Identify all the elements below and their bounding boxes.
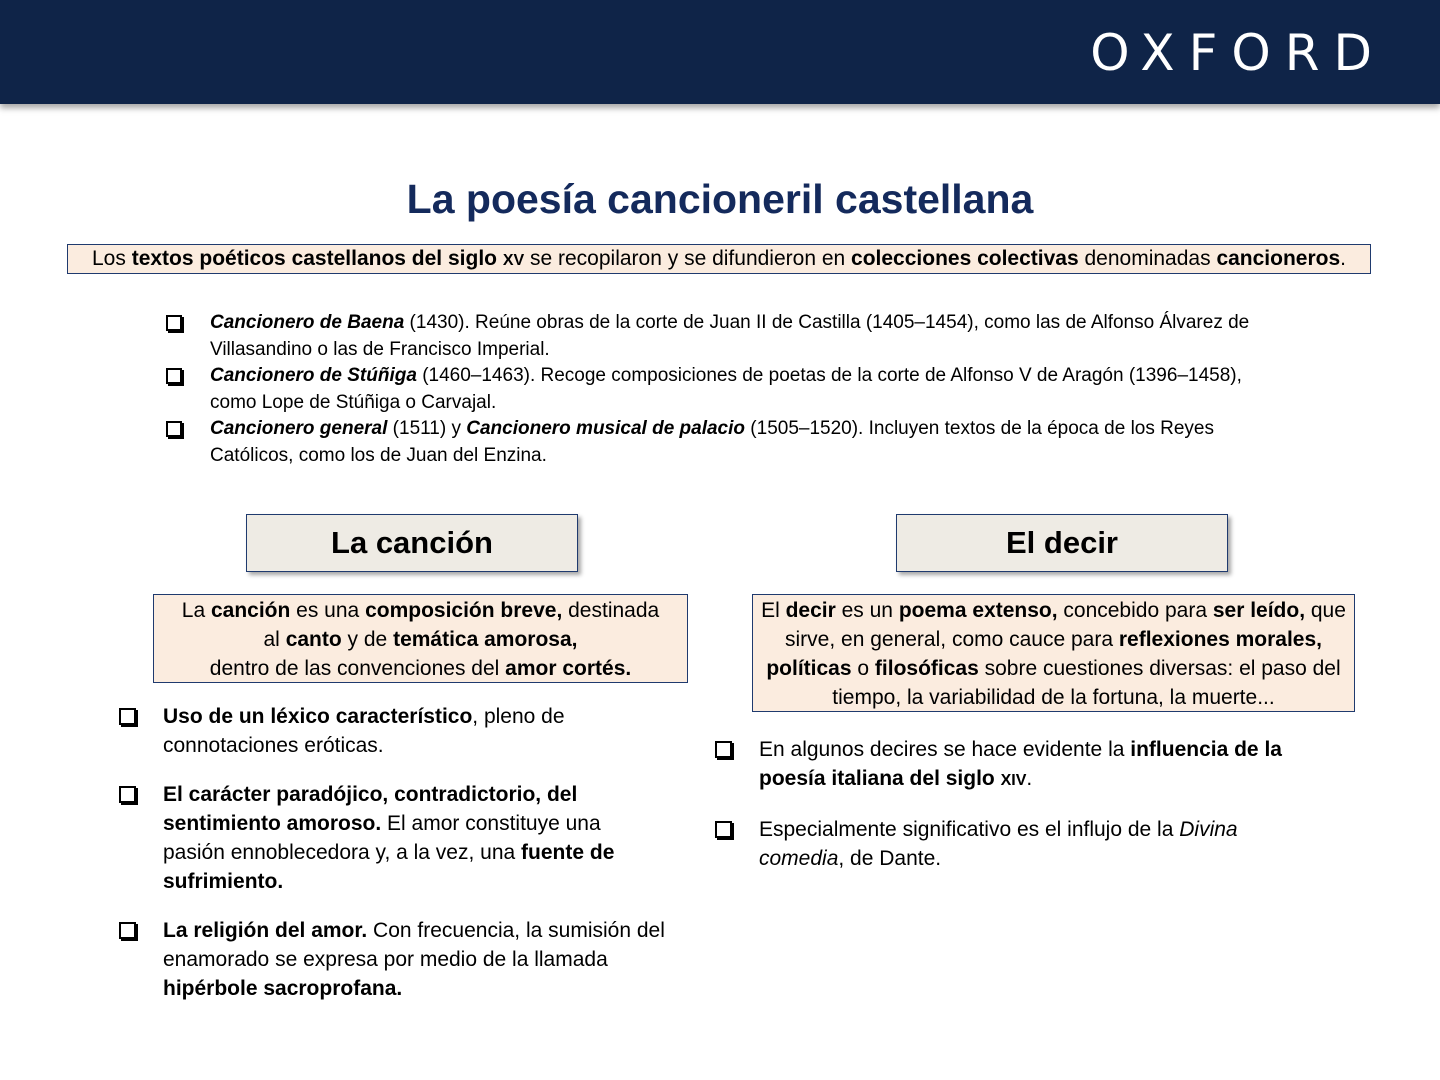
checkbox-bullet-icon — [119, 786, 136, 803]
list-item: Cancionero general (1511) y Cancionero musical de palacio (1505–1520). Incluyen textos de la época de los Reyes Católicos, como los de Juan del Enzina. — [166, 416, 1266, 469]
list-item: Especialmente significativo es el influjo de la Divina comedia, de Dante. — [715, 815, 1319, 873]
list-item: La religión del amor. Con frecuencia, la sumisión del enamorado se expresa por medio de la llamada hipérbole sacroprofana. — [119, 916, 683, 1003]
decir-definition-box: El decir es un poema extenso, concebido para ser leído, que sirve, en general, como cauce para reflexiones morales, políticas o filosóficas sobre cuestiones diversas: el paso del tiempo, la variabilidad de la fortuna, la muerte... — [752, 594, 1355, 712]
list-item: Uso de un léxico característico, pleno de connotaciones eróticas. — [119, 702, 573, 760]
checkbox-bullet-icon — [119, 922, 136, 939]
cancion-features-list — [119, 702, 689, 1003]
checkbox-bullet-icon — [715, 821, 732, 838]
header-bar — [0, 0, 1440, 104]
checkbox-bullet-icon — [166, 315, 182, 331]
list-item: El carácter paradójico, contradictorio, del sentimiento amoroso. El amor constituye una pasión ennoblecedora y, a la vez, una fuente de sufrimiento. — [119, 780, 643, 896]
oxford-logo: OXFORD — [1090, 24, 1386, 82]
checkbox-bullet-icon — [166, 368, 182, 384]
cancion-heading: La canción — [246, 514, 578, 572]
page-title: La poesía cancioneril castellana — [406, 176, 1034, 222]
list-item: Cancionero de Baena (1430). Reúne obras de la corte de Juan II de Castilla (1405–1454), como las de Alfonso Álvarez de Villasandino o las de Francisco Imperial. — [166, 310, 1266, 363]
list-item: Cancionero de Stúñiga (1460–1463). Recoge composiciones de poetas de la corte de Alfonso V de Aragón (1396–1458), como Lope de Stúñiga o Carvajal. — [166, 363, 1266, 416]
decir-features-list — [715, 735, 1335, 873]
intro-box: Los textos poéticos castellanos del siglo XV se recopilaron y se difundieron en colecciones colectivas denominadas cancioneros. — [67, 244, 1371, 274]
list-item: En algunos decires se hace evidente la influencia de la poesía italiana del siglo XIV. — [715, 735, 1319, 795]
checkbox-bullet-icon — [119, 708, 136, 725]
checkbox-bullet-icon — [715, 741, 732, 758]
checkbox-bullet-icon — [166, 421, 182, 437]
cancioneros-list — [166, 310, 1266, 469]
decir-heading: El decir — [896, 514, 1228, 572]
cancion-definition-box: La canción es una composición breve, destinada al canto y de temática amorosa, dentro de las convenciones del amor cortés. — [153, 594, 688, 683]
